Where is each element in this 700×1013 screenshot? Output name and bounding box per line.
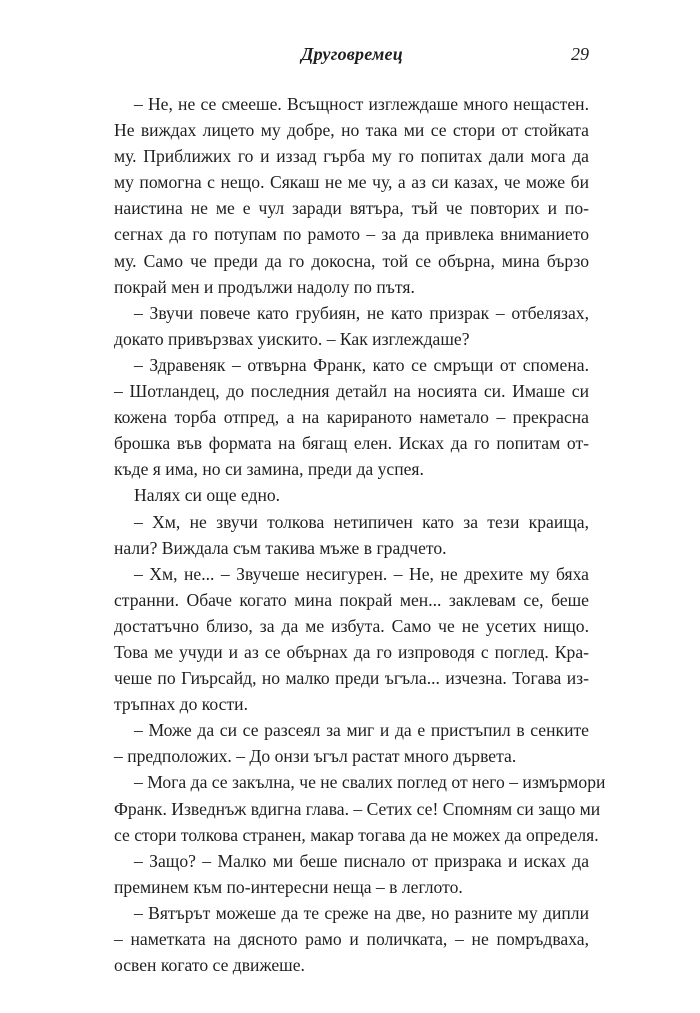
text-line: Налях си още едно. [134, 485, 281, 506]
text-line: – наметката на дясното рамо и поличката, – не помръдваха, [114, 929, 589, 949]
text-line: достатъчно близо, за да ме избута. Само че не усетих нищо. [114, 615, 589, 636]
paragraph [114, 717, 589, 769]
paragraph [114, 848, 589, 900]
running-header [115, 44, 589, 70]
text-line: – Шотландец, до последния детайл на носията си. Имаше си [114, 381, 589, 402]
text-line: му помогна с нещо. Сякаш не ме чу, а аз си казах, че може би [114, 172, 589, 193]
text-line: странни. Обаче когато мина покрай мен... заклевам се, беше [114, 589, 589, 610]
text-line: къде я има, но си замина, преди да успея. [114, 459, 424, 480]
text-line: му. Само че преди да го докосна, той се обърна, мина бързо [114, 250, 589, 271]
text-line: – Звучи повече като грубиян, не като призрак – отбелязах, [134, 302, 589, 323]
text-line: тръпнах до кости. [114, 694, 248, 715]
text-line: – Здравеняк – отвърна Франк, като се смръщи от спомена. [134, 354, 589, 375]
text-line: Не виждах лицето му добре, но така ми се стори от стойката [114, 120, 589, 141]
text-line: кожена торба отпред, а на карираното наметало – прекрасна [114, 407, 589, 428]
text-line: брошка във формата на бягащ елен. Исках да го попитам от- [114, 433, 589, 454]
text-line: се стори толкова странен, макар тогава да не можех да определя. [114, 824, 599, 845]
text-line: – Може да си се разсеял за миг и да е пристъпил в сенките [134, 720, 589, 741]
text-line: – Вятърът можеше да те среже на две, но разните му дипли [134, 902, 589, 923]
paragraph [114, 482, 589, 508]
paragraph [114, 300, 589, 352]
paragraph [114, 769, 606, 847]
text-line: – Мога да се закълна, че не свалих поглед от него – измърмори [134, 772, 606, 793]
page-number: 29 [571, 44, 589, 64]
text-line: му. Приближих го и иззад гърба му го попитах дали мога да [114, 146, 589, 167]
text-line: сегнах да го потупам по рамото – за да привлека вниманието [114, 224, 589, 245]
text-line: Франк. Изведнъж вдигна глава. – Сетих се! Спомням си защо ми [114, 798, 601, 819]
text-line: – Хм, не звучи толкова нетипичен като за тези краища, [134, 511, 589, 532]
text-line: чеше по Гиърсайд, но малко преди ъгъла... изчезна. Тогава из- [114, 668, 589, 689]
text-line: докато привързвах уискито. – Как изглеждаше? [114, 328, 470, 349]
text-line: – Защо? – Малко ми беше писнало от призрака и исках да [134, 850, 589, 871]
text-line: наистина не ме е чул заради вятъра, тъй че повторих и по- [114, 198, 589, 219]
body-text [114, 91, 606, 978]
paragraph [114, 509, 589, 561]
text-line: – предположих. – До онзи ъгъл растат много дървета. [114, 746, 517, 767]
paragraph [114, 900, 589, 978]
paragraph [114, 91, 589, 300]
book-title: Друговремец [301, 44, 403, 64]
paragraph [114, 561, 589, 718]
text-line: Това ме учуди и аз се обърнах да го изпроводя с поглед. Кра- [114, 641, 589, 662]
text-line: преминем към по-интересни неща – в леглото. [114, 876, 463, 897]
text-line: освен когато се движеше. [114, 955, 305, 976]
paragraph [114, 352, 589, 482]
text-line: нали? Виждала съм такива мъже в градчето. [114, 537, 447, 558]
text-line: – Хм, не... – Звучеше несигурен. – Не, не дрехите му бяха [134, 563, 589, 584]
text-line: – Не, не се смееше. Всъщност изглеждаше много нещастен. [134, 94, 589, 114]
text-line: покрай мен и продължи надолу по пътя. [114, 276, 415, 297]
